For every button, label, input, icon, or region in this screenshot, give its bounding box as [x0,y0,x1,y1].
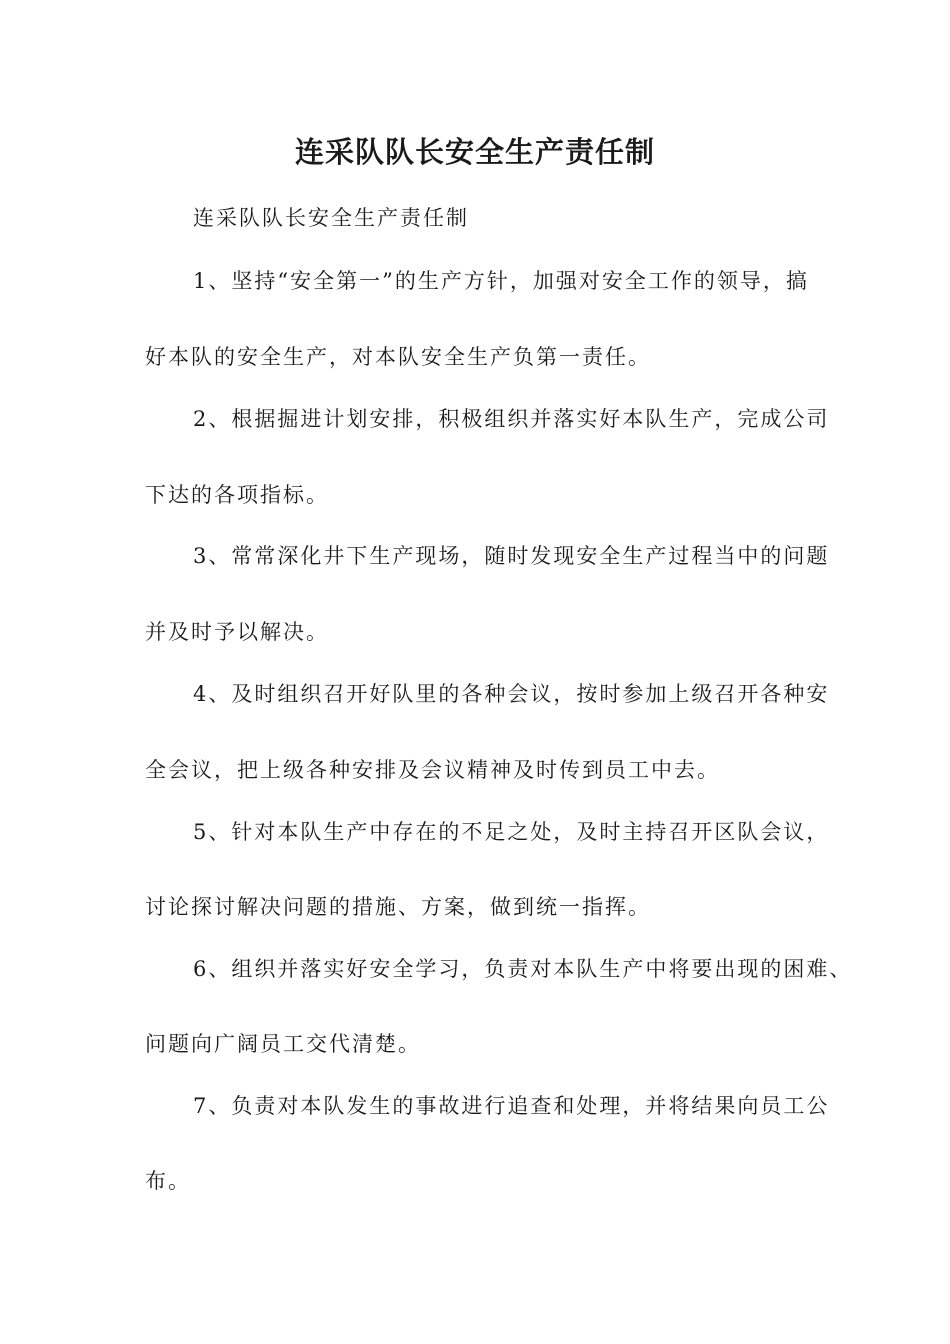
paragraph-6-line-1: 6、组织并落实好安全学习，负责对本队生产中将要出现的困难、 [193,957,853,981]
document-subtitle: 连采队队长安全生产责任制 [193,206,469,230]
paragraph-3-line-1: 3、常常深化井下生产现场，随时发现安全生产过程当中的问题 [193,544,830,568]
paragraph-3-line-2: 并及时予以解决。 [145,620,329,644]
paragraph-2-line-1: 2、根据掘进计划安排，积极组织并落实好本队生产，完成公司 [193,407,830,431]
paragraph-4-line-1: 4、及时组织召开好队里的各种会议，按时参加上级召开各种安 [193,682,830,706]
paragraph-7-line-1: 7、负责对本队发生的事故进行追查和处理，并将结果向员工公 [193,1094,830,1118]
document-title: 连采队队长安全生产责任制 [294,135,655,169]
paragraph-7-line-2: 布。 [145,1169,191,1193]
paragraph-4-line-2: 全会议，把上级各种安排及会议精神及时传到员工中去。 [145,758,720,782]
paragraph-1-line-1: 1、坚持“安全第一”的生产方针，加强对安全工作的领导，搞 [193,269,809,293]
paragraph-5-line-2: 讨论探讨解决问题的措施、方案，做到统一指挥。 [145,895,651,919]
paragraph-2-line-2: 下达的各项指标。 [145,483,329,507]
paragraph-6-line-2: 问题向广阔员工交代清楚。 [145,1032,421,1056]
paragraph-1-line-2: 好本队的安全生产，对本队安全生产负第一责任。 [145,345,651,369]
paragraph-5-line-1: 5、针对本队生产中存在的不足之处，及时主持召开区队会议， [193,820,830,844]
